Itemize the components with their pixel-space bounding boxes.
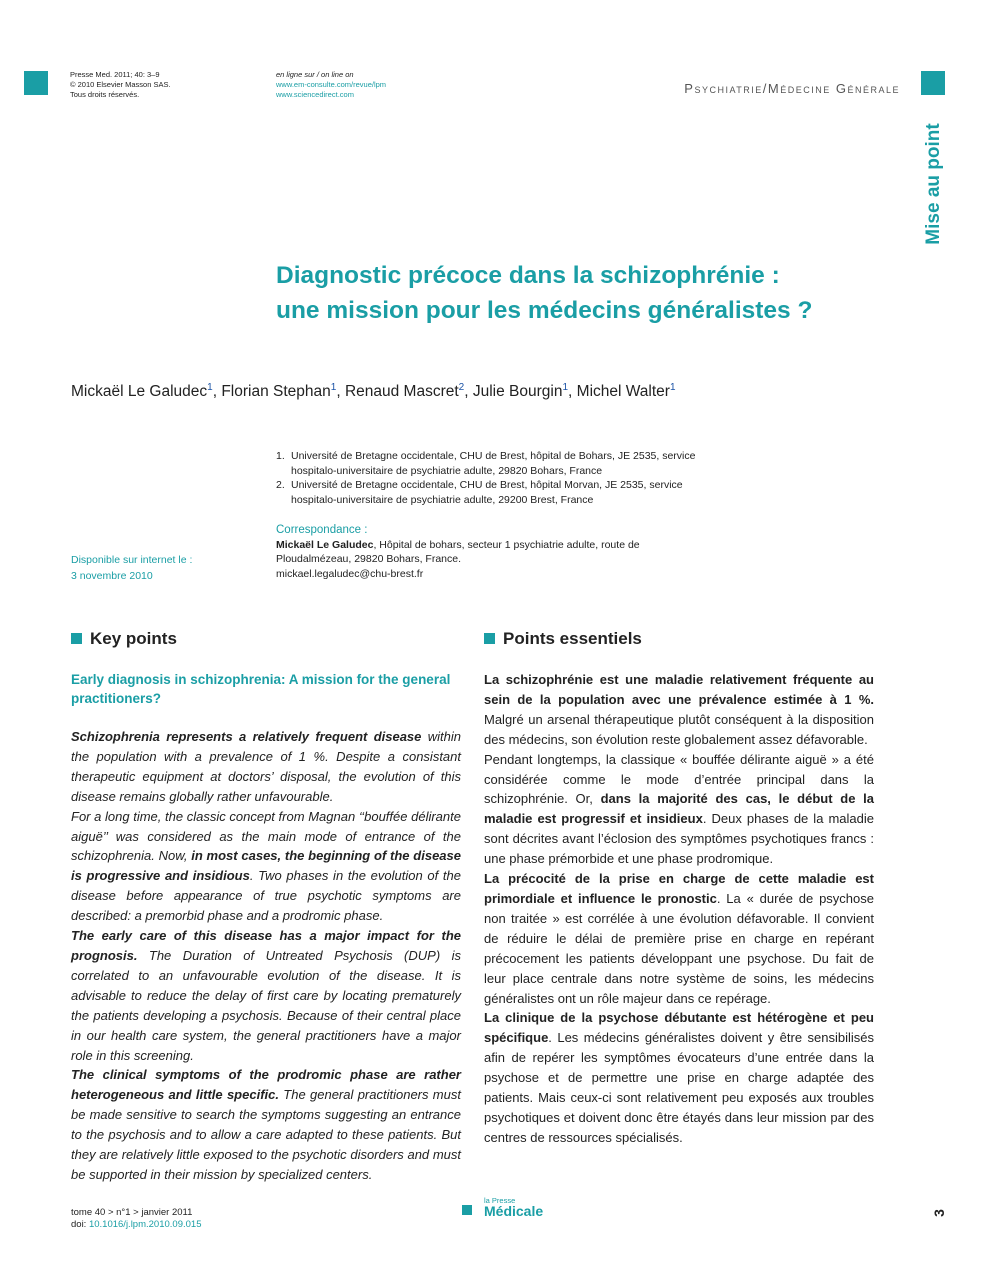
available-online	[71, 552, 192, 584]
online-info	[276, 70, 386, 100]
title-line: Diagnostic précoce dans la schizophrénie :	[276, 262, 780, 289]
author-name: Florian Stephan	[221, 383, 331, 401]
paragraph	[484, 1008, 874, 1147]
key-points-heading-text: Key points	[90, 629, 177, 648]
paragraph	[71, 807, 461, 926]
correspondance-address: , Hôpital de bohars, secteur 1 psychiatrie adulte, route de Ploudalmézeau, 29820 Bohars, France.	[276, 538, 640, 565]
page-number	[930, 1203, 948, 1223]
journal-line: Tous droits réservés.	[70, 90, 140, 99]
paragraph	[484, 670, 874, 750]
doi-line	[71, 1219, 201, 1231]
logo-top-text: la Presse	[484, 1196, 516, 1205]
affiliation-text: Université de Bretagne occidentale, CHU de Brest, hôpital Morvan, JE 2535, service hospitalo-universitaire de psychiatrie adulte, 29200 Brest, France	[291, 479, 683, 506]
points-essentiels-heading	[484, 629, 642, 649]
author-name: Julie Bourgin	[472, 383, 563, 401]
online-label: en ligne sur / on line on	[276, 70, 354, 79]
author-name: Renaud Mascret	[344, 383, 459, 401]
title-line: une mission pour les médecins généralistes ?	[276, 297, 813, 324]
bold-text: La schizophrénie est une maladie relativement fréquente au sein de la population avec une prévalence estimée à 1 %.	[484, 672, 874, 707]
author-aff: 1	[330, 382, 337, 393]
journal-line: © 2010 Elsevier Masson SAS.	[70, 80, 171, 89]
journal-info	[70, 70, 171, 100]
bold-text: La clinique de la psychose débutante est hétérogène et peu spécifique	[484, 1010, 874, 1046]
online-link[interactable]: www.sciencedirect.com	[276, 90, 354, 99]
paragraph	[71, 727, 461, 807]
bold-text: The early care of this disease has a major impact for the prognosis.	[71, 928, 461, 963]
logo-main-text: Médicale	[484, 1203, 544, 1219]
footer-issue	[71, 1207, 201, 1231]
journal-line: Presse Med. 2011; 40: 3–9	[70, 70, 160, 79]
author-name: Michel Walter	[576, 383, 670, 401]
text: . Two phases in the evolution of the disease before appearance of true psychotic symptoms are described: a premorbid phase and a prodromic phase.	[71, 868, 461, 924]
heading-bullet-icon	[484, 633, 495, 644]
text: . Deux phases de la maladie sont décrites avant l’éclosion des symptômes psychotiques francs : une phase prémorbide et une phase prodromique.	[484, 811, 874, 867]
paragraph	[484, 869, 874, 1008]
key-points-heading	[71, 629, 177, 649]
author-aff: 2	[458, 382, 465, 393]
paragraph	[484, 750, 874, 869]
logo-square-icon	[462, 1205, 472, 1215]
bold-text: The clinical symptoms of the prodromic phase are rather heterogeneous and little specific.	[71, 1067, 461, 1103]
doi-link[interactable]: 10.1016/j.lpm.2010.09.015	[88, 1219, 202, 1230]
authors: Mickaël Le Galudec$^1$, Florian Stephan$^1$, Renaud Mascret$^2$, Julie Bourgin$^1$, Michel Walter$^1$	[71, 382, 676, 401]
available-date: 3 novembre 2010	[71, 570, 153, 582]
text: The Duration of Untreated Psychosis (DUP) is correlated to an unfavourable evolution of the disease. It is advisable to reduce the delay of first care by locating prematurely the patients developing a psychosis. Because of their central place in our health care system, the general practitioners have a major role in this screening.	[71, 947, 461, 1063]
header-square-right	[921, 71, 945, 95]
section-label: Psychiatrie/Médecine Générale	[684, 81, 900, 96]
page-number-text: 3	[931, 1209, 947, 1217]
text: Malgré un arsenal thérapeutique plutôt conséquent à la disposition des médecins, son évolution reste globalement assez défavorable.	[484, 711, 874, 747]
article-title	[276, 258, 916, 328]
text: Pendant longtemps, la classique « bouffée délirante aiguë » a été considérée comme le mode d’entrée principal dans la schizophrénie. Or,	[484, 751, 874, 807]
affiliation-number: 2.	[276, 479, 285, 491]
affiliation-number: 1.	[276, 450, 285, 462]
issue-text: tome 40 > n°1 > janvier 2011	[71, 1207, 193, 1218]
bold-text: in most cases, the beginning of the disease is progressive and insidious	[71, 848, 461, 884]
correspondance	[276, 523, 696, 581]
points-essentiels-body	[484, 670, 874, 1148]
text: For a long time, the classic concept from Magnan ‘‘bouffée délirante aiguë’’ was considered as the main mode of entrance of the schizophrenia. Now,	[71, 808, 461, 864]
correspondance-address-block	[276, 538, 696, 567]
correspondance-label: Correspondance :	[276, 524, 368, 536]
bold-text: dans la majorité des cas, le début de la maladie est progressif et insidieux	[484, 791, 874, 827]
author-aff: 1	[562, 382, 569, 393]
paragraph	[71, 926, 461, 1065]
text: The general practitioners must be made sensitive to search the symptoms suggesting an entrance to the psychosis and to allow a care adapted to these patients. But they are relatively little exposed to the psychotic disorders and must be supported in their mission by specialized centers.	[71, 1087, 461, 1182]
doi-label: doi:	[71, 1219, 89, 1230]
side-label	[920, 118, 948, 250]
text: within the population with a prevalence of 1 %. Despite a consistant therapeutic equipment at doctors’ disposal, the evolution of this disease remains globally rather unfavourable.	[71, 729, 461, 804]
affiliation-text: Université de Bretagne occidentale, CHU de Brest, hôpital de Bohars, JE 2535, service hospitalo-universitaire de psychiatrie adulte, 29820 Bohars, France	[291, 450, 696, 477]
bold-text: La précocité de la prise en charge de cette maladie est primordiale et influence le pronostic	[484, 871, 874, 906]
key-points-subtitle: Early diagnosis in schizophrenia: A mission for the general practitioners?	[71, 672, 451, 706]
points-essentiels-heading-text: Points essentiels	[503, 629, 642, 648]
online-link[interactable]: www.em-consulte.com/revue/lpm	[276, 80, 387, 89]
correspondance-name: Mickaël Le Galudec	[276, 538, 374, 551]
available-label: Disponible sur internet le :	[71, 554, 193, 566]
affiliation	[276, 449, 706, 478]
side-label-text: Mise au point	[923, 123, 944, 245]
correspondance-email[interactable]: mickael.legaludec@chu-brest.fr	[276, 567, 424, 580]
paragraph	[71, 1065, 461, 1184]
heading-bullet-icon	[71, 633, 82, 644]
bold-text: Schizophrenia represents a relatively frequent disease	[71, 729, 422, 744]
affiliation	[276, 478, 706, 507]
text: . La « durée de psychose non traitée » est corrélée à une évolution défavorable. Il convient de réduire le délai de première prise en charge en repérant précocement les patients développant une psychose. Du fait de leur place centrale dans notre système de soins, les médecins généralistes ont un rôle majeur dans ce repérage.	[484, 890, 874, 1006]
key-points-body	[71, 727, 461, 1185]
author-name: Mickaël Le Galudec	[71, 383, 208, 401]
text: . Les médecins généralistes doivent y être sensibilisés afin de repérer les symptômes évocateurs d’une entrée dans la psychose et de permettre une prise en charge adaptée des patients. Mais ceux-ci sont relativement peu exposés aux troubles psychotiques et doivent donc être étayés dans leur mission par des centres de ressources spécialisés.	[484, 1030, 874, 1145]
author-aff: 1	[207, 382, 213, 393]
author-aff: 1	[669, 382, 676, 393]
header-square-left	[24, 71, 48, 95]
